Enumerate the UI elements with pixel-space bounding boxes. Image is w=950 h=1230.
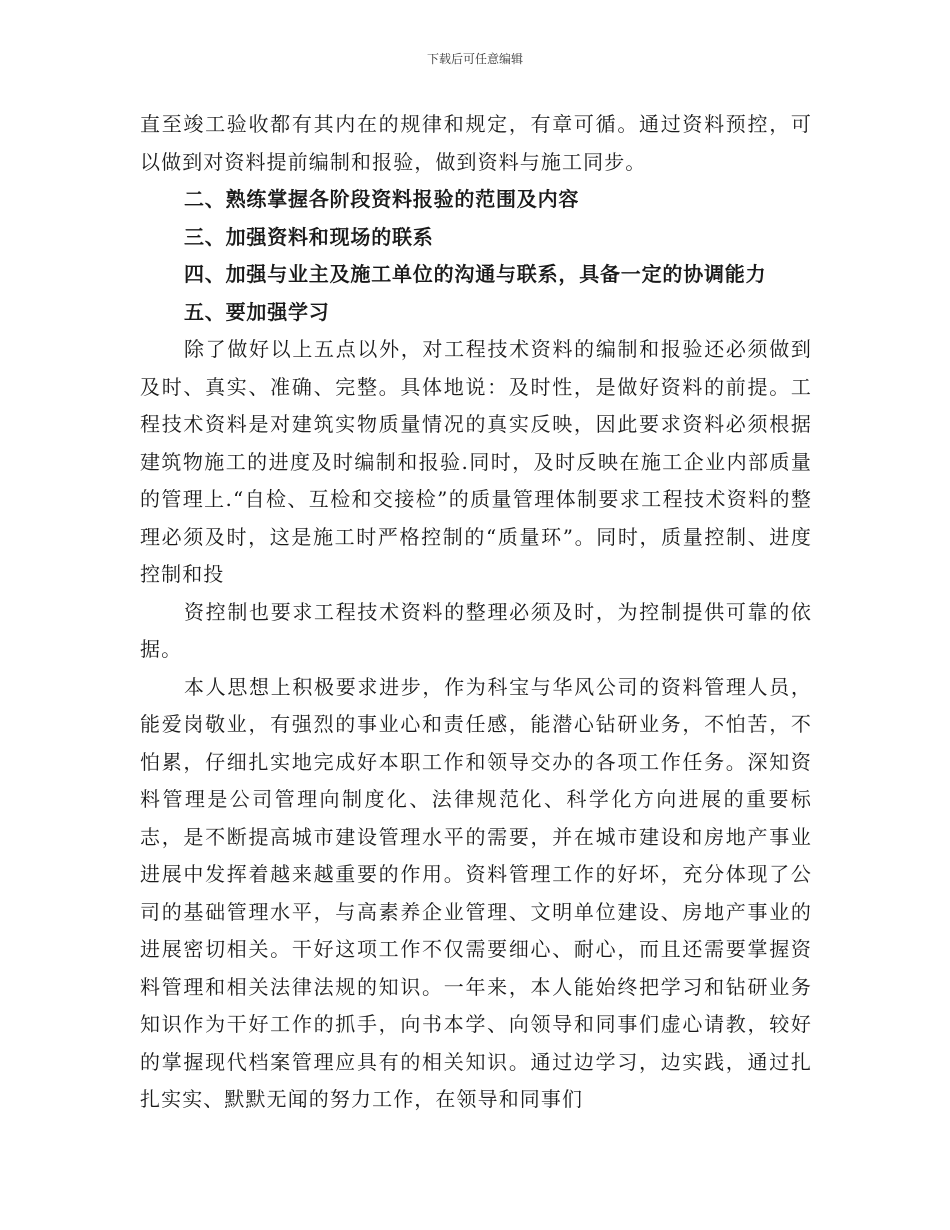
paragraph-personal-summary: 本人思想上积极要求进步，作为科宝与华风公司的资料管理人员，能爱岗敬业，有强烈的事业心和责任感，能潜心钻研业务，不怕苦，不怕累，仔细扎实地完成好本职工作和领导交办的各项工作任务。深知资料管理是公司管理向制度化、法律规范化、科学化方向进展的重要标志，是不断提高城市建设管理水平的需要，并在城市建设和房地产事业进展中发挥着越来越重要的作用。资料管理工作的好坏，充分体现了公司的基础管理水平，与高素养企业管理、文明单位建设、房地产事业的进展密切相关。干好这项工作不仅需要细心、耐心，而且还需要掌握资料管理和相关法律法规的知识。一年来，本人能始终把学习和钻研业务知识作为干好工作的抓手，向书本学、向领导和同事们虚心请教，较好的掌握现代档案管理应具有的相关知识。通过边学习，边实践，通过扎扎实实、默默无闻的努力工作，在领导和同事们 bbox=[140, 674, 812, 1111]
heading-section-4: 四、加强与业主及施工单位的沟通与联系，具备一定的协调能力 bbox=[184, 262, 767, 286]
heading-section-2: 二、熟练掌握各阶段资料报验的范围及内容 bbox=[184, 187, 580, 211]
page-header-note: 下载后可任意编辑 bbox=[426, 52, 523, 66]
paragraph-cost-control: 资控制也要求工程技术资料的整理必须及时，为控制提供可靠的依据。 bbox=[140, 599, 812, 661]
paragraph-requirements: 除了做好以上五点以外，对工程技术资料的编制和报验还必须做到及时、真实、准确、完整。具体地说：及时性，是做好资料的前提。工程技术资料是对建筑实物质量情况的真实反映，因此要求资料必须根据建筑物施工的进度及时编制和报验.同时，及时反映在施工企业内部质量的管理上.“自检、互检和交接检”的质量管理体制要求工程技术资料的整理必须及时，这是施工时严格控制的“质量环”。同时，质量控制、进度控制和投 bbox=[140, 337, 812, 586]
document-body bbox=[140, 106, 812, 1119]
heading-section-5: 五、要加强学习 bbox=[184, 299, 330, 324]
paragraph-intro: 直至竣工验收都有其内在的规律和规定，有章可循。通过资料预控，可以做到对资料提前编制和报验，做到资料与施工同步。 bbox=[140, 112, 812, 174]
heading-section-3: 三、加强资料和现场的联系 bbox=[184, 224, 434, 249]
